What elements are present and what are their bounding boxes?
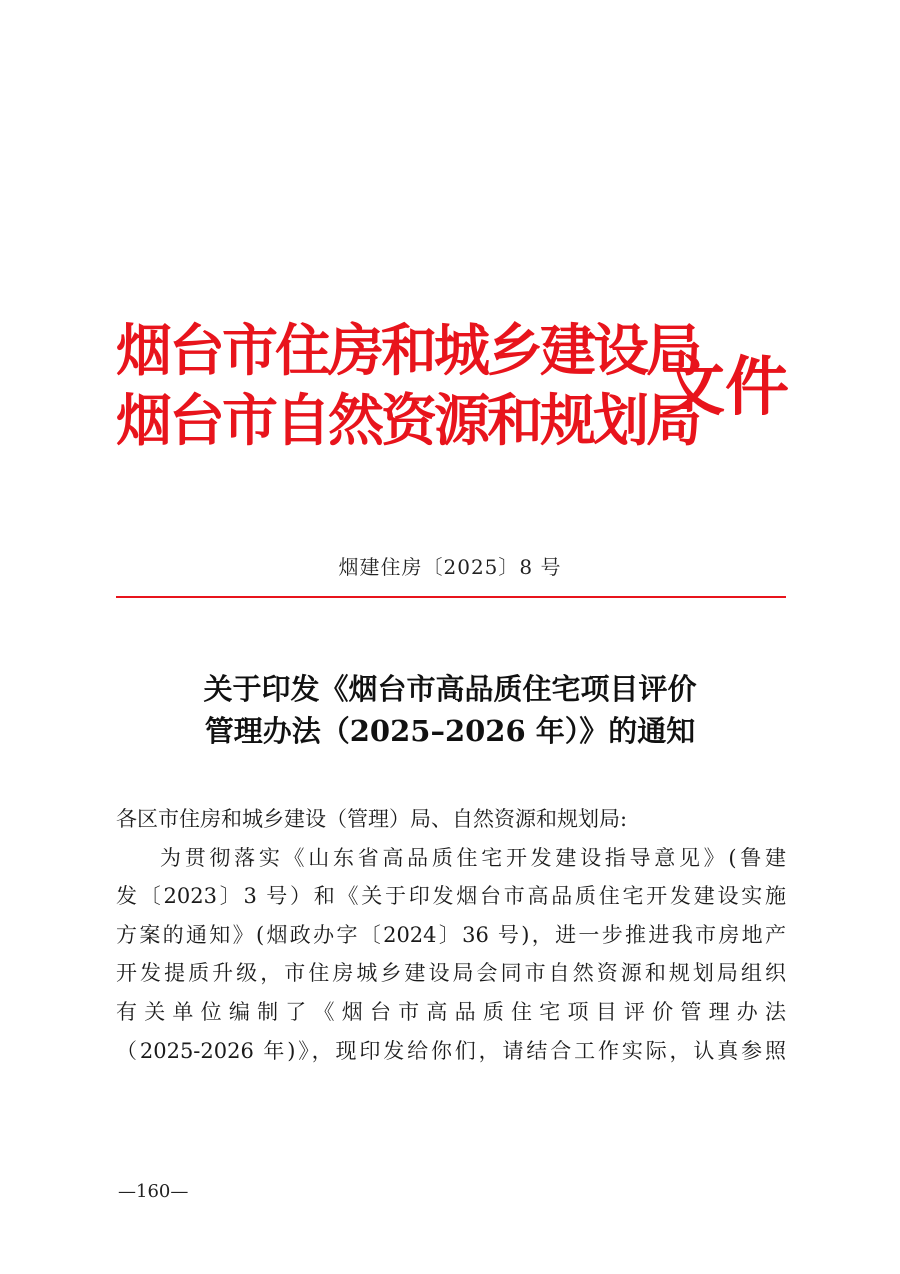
body-line-2: 发〔2023〕3 号）和《关于印发烟台市高品质住宅开发建设实施 bbox=[116, 884, 786, 909]
body-line-4: 开发提质升级，市住房城乡建设局会同市自然资源和规划局组织 bbox=[116, 961, 786, 986]
body-line-5: 有关单位编制了《烟台市高品质住宅项目评价管理办法 bbox=[116, 999, 786, 1024]
notice-title bbox=[0, 668, 900, 752]
issuer-line-1: 烟台市住房和城乡建设局 bbox=[116, 319, 699, 384]
document-word: 文件 bbox=[661, 351, 789, 425]
red-divider bbox=[116, 596, 786, 598]
title-line-2: 管理办法（2025–2026 年）》的通知 bbox=[204, 714, 696, 748]
notice-body bbox=[116, 800, 786, 1070]
body-line-6: （2025-2026 年)》，现印发给你们，请结合工作实际，认真参照 bbox=[116, 1038, 786, 1063]
body-line-1: 为贯彻落实《山东省高品质住宅开发建设指导意见》(鲁建 bbox=[160, 845, 786, 870]
salutation: 各区市住房和城乡建设（管理）局、自然资源和规划局: bbox=[116, 807, 628, 831]
document-number: 烟建住房〔2025〕8 号 bbox=[338, 555, 562, 579]
masthead bbox=[116, 310, 796, 470]
body-line-3: 方案的通知》(烟政办字〔2024〕36 号)，进一步推进我市房地产 bbox=[116, 922, 786, 947]
issuer-line-2: 烟台市自然资源和规划局 bbox=[116, 389, 699, 454]
page-number: —160— bbox=[118, 1181, 189, 1202]
title-line-1: 关于印发《烟台市高品质住宅项目评价 bbox=[203, 672, 697, 706]
